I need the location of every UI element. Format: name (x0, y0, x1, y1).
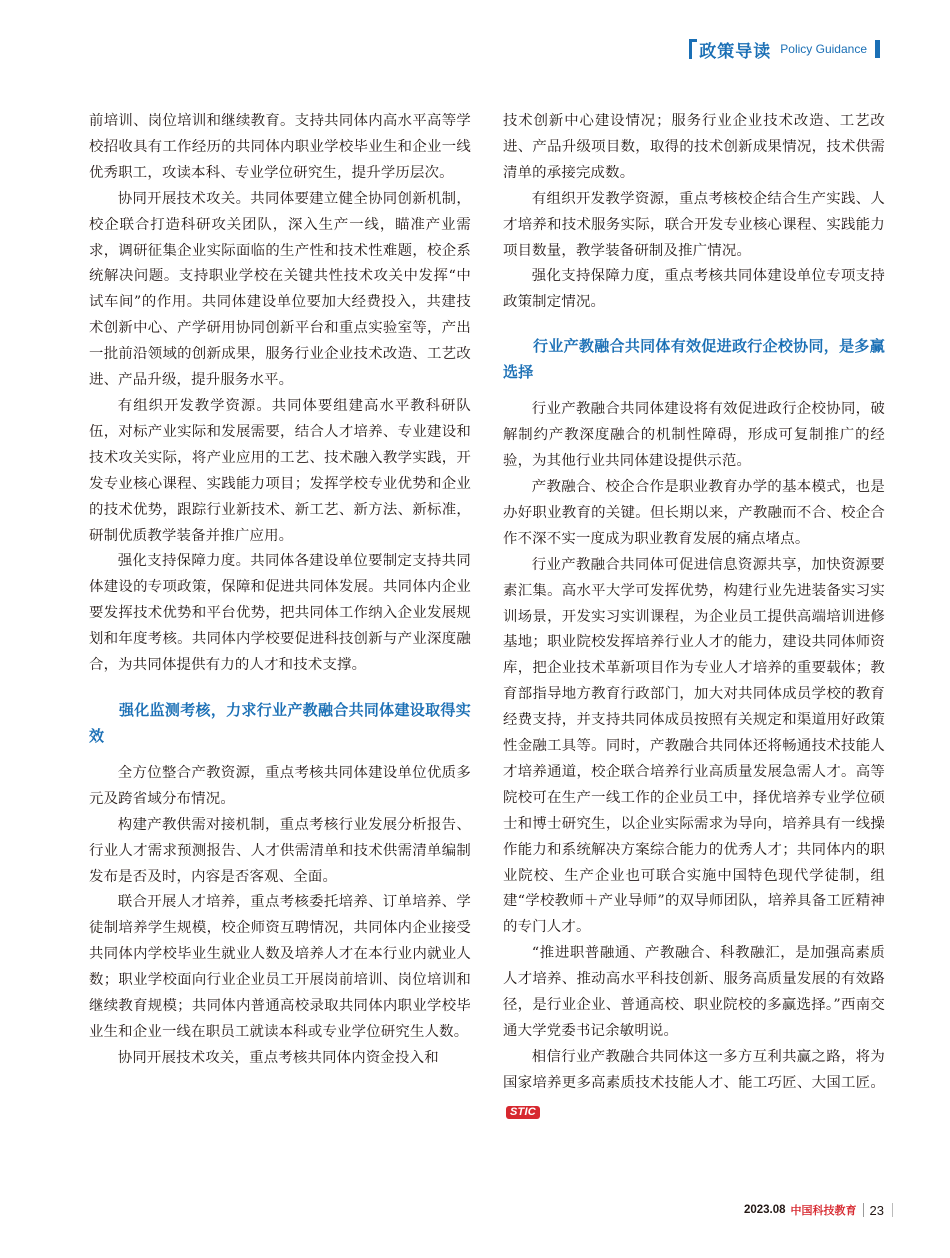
paragraph: 行业产教融合共同体可促进信息资源共享，加快资源要素汇集。高水平大学可发挥优势，构建行业先进装备实习实训场景，开发实习实训课程，为企业员工提供高端培训进修基地；职业院校发挥培养行业人才的能力，建设共同体师资库，把企业技术革新项目作为专业人才培养的重要载体；教育部指导地方教育行政部门，加大对共同体成员学校的教育经费支持，并支持共同体成员按照有关规定和渠道用好政策性金融工具等。同时，产教融合共同体还将畅通技术技能人才培养通道，校企联合培养行业高质量发展急需人才。高等院校可在生产一线工作的企业员工中，择优培养专业学位硕士和博士研究生，以企业实际需求为导向，培养具有一线操作能力和系统解决方案综合能力的优秀人才；共同体内的职业院校、生产企业也可联合实施中国特色现代学徒制，组建“学校教师＋产业导师”的双导师团队，培养具备工匠精神的专门人才。 (503, 556, 885, 936)
paragraph: 技术创新中心建设情况；服务行业企业技术改造、工艺改进、产品升级项目数，取得的技术创新成果情况，技术供需清单的承接完成数。 (503, 113, 885, 181)
paragraph: 有组织开发教学资源，重点考核校企结合生产实践、人才培养和技术服务实际，联合开发专业核心课程、实践能力项目数量，教学装备研制及推广情况。 (503, 190, 885, 259)
paragraph: 构建产教供需对接机制，重点考核行业发展分析报告、行业人才需求预测报告、人才供需清单和技术供需清单编制发布是否及时，内容是否客观、全面。 (89, 816, 471, 885)
paragraph-text: 相信行业产教融合共同体这一多方互利共赢之路，将为国家培养更多高素质技术技能人才、能工巧匠、大国工匠。 (503, 1048, 885, 1091)
paragraph: 全方位整合产教资源，重点考核共同体建设单位优质多元及跨省域分布情况。 (89, 764, 471, 807)
stic-logo-icon: STIC (506, 1106, 540, 1119)
footer-divider (892, 1203, 893, 1217)
paragraph: 联合开展人才培养，重点考核委托培养、订单培养、学徒制培养学生规模，校企师资互聘情况，共同体内企业接受共同体内学校毕业生就业人数及培养人才在本行业内就业人数；职业学校面向行业企业员工开展岗前培训、岗位培训和继续教育规模；共同体内普通高校录取共同体内职业学校毕业生和企业一线在职员工就读本科或专业学位研究生人数。 (89, 894, 471, 1040)
section-title: 政策导读 (699, 41, 772, 62)
left-column (89, 109, 471, 1072)
paragraph: “推进职普融通、产教融合、科教融汇，是加强高素质人才培养、推动高水平科技创新、服务高质量发展的有效路径，是行业企业、普通高校、职业院校的多赢选择。”西南交通大学党委书记余敏明说。 (503, 945, 885, 1039)
issue-date: 2023.08 (743, 1204, 786, 1216)
page-header (689, 38, 880, 60)
paragraph: 行业产教融合共同体建设将有效促进政行企校协同，破解制约产教深度融合的机制性障碍，形成可复制推广的经验，为其他行业共同体建设提供示范。 (503, 401, 885, 470)
paragraph: 有组织开发教学资源。共同体要组建高水平教科研队伍，对标产业实际和发展需要，结合人才培养、专业建设和技术攻关实际，将产业应用的工艺、技术融入教学实践，开发专业核心课程、实践能力项目；发挥学校专业优势和企业的技术优势，跟踪行业新技术、新工艺、新方法、新标准，研制优质教学装备并推广应用。 (89, 397, 471, 544)
header-end-bar (875, 40, 880, 58)
paragraph: 产教融合、校企合作是职业教育办学的基本模式，也是办好职业教育的关键。但长期以来，产教融而不合、校企合作不深不实一度成为职业教育发展的痛点堵点。 (503, 478, 885, 547)
page-number: 23 (869, 1202, 884, 1218)
footer-divider (863, 1203, 864, 1217)
paragraph: 前培训、岗位培训和继续教育。支持共同体内高水平高等学校招收具有工作经历的共同体内职业学校毕业生和企业一线优秀职工，攻读本科、专业学位研究生，提升学历层次。 (89, 113, 471, 181)
paragraph: 协同开展技术攻关，重点考核共同体内资金投入和 (117, 1049, 439, 1066)
header-bracket-mark (689, 39, 692, 59)
paragraph: 协同开展技术攻关。共同体要建立健全协同创新机制，校企联合打造科研攻关团队，深入生产一线，瞄准产业需求，调研征集企业实际面临的生产性和技术性难题，校企系统解决问题。支持职业学校在关键共性技术攻关中发挥“中试车间”的作用。共同体建设单位要加大经费投入，共建技术创新中心、产学研用协同创新平台和重点实验室等，产出一批前沿领域的创新成果，服务行业企业技术改造、工艺改进、产品升级，提升服务水平。 (89, 190, 471, 389)
paragraph: 强化支持保障力度。共同体各建设单位要制定支持共同体建设的专项政策，保障和促进共同体发展。共同体内企业要发挥技术优势和平台优势，把共同体工作纳入企业发展规划和年度考核。共同体内学校要促进科技创新与产业深度融合，为共同体提供有力的人才和技术支撑。 (89, 553, 471, 674)
right-column (503, 109, 885, 1123)
page-footer (744, 1202, 893, 1218)
magazine-name: 中国科技教育 (790, 1204, 857, 1217)
section-heading: 行业产教融合共同体有效促进政行企校协同，是多赢选择 (503, 337, 885, 382)
paragraph: 强化支持保障力度，重点考核共同体建设单位专项支持政策制定情况。 (503, 268, 885, 311)
section-subtitle: Policy Guidance (780, 42, 867, 56)
paragraph-last (503, 1045, 885, 1123)
section-heading: 强化监测考核，力求行业产教融合共同体建设取得实效 (89, 700, 471, 745)
